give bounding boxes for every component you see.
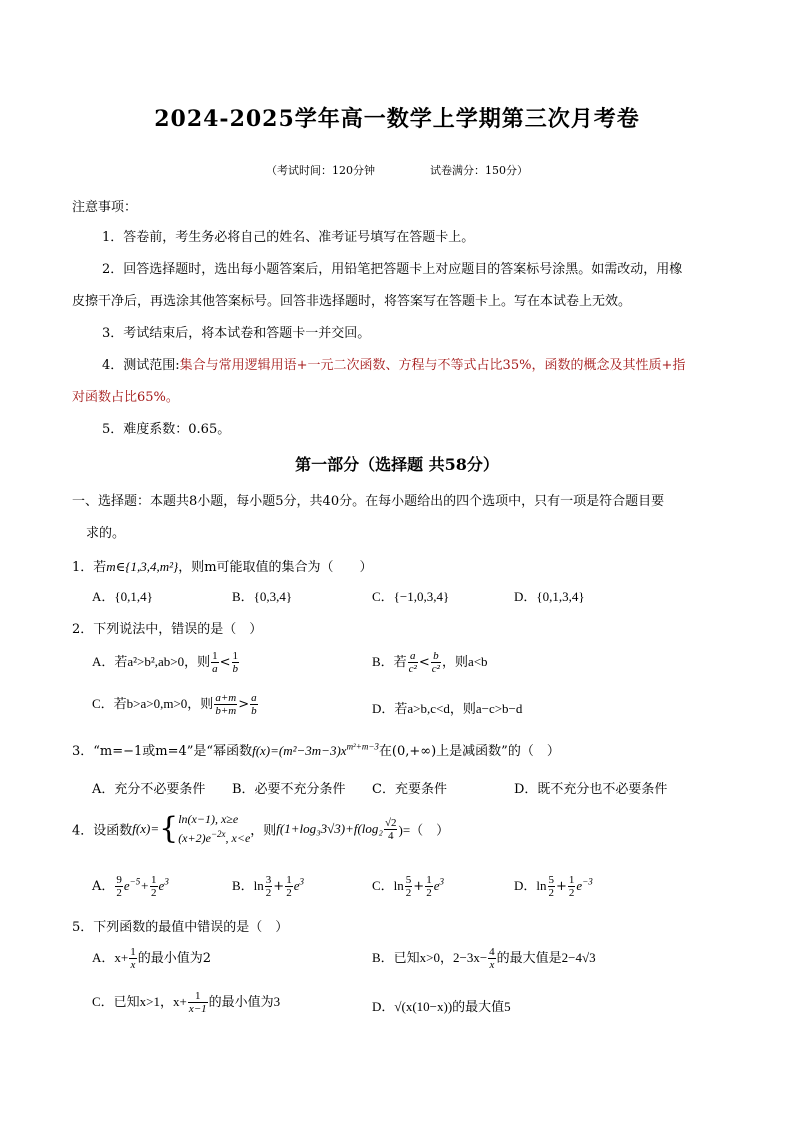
q2-option-a: A．若a²>b²,ab>0，则 $\frac{1}{a}$ < $\frac{1}{b}$ — [92, 650, 239, 675]
q3-option-d: D．既不充分也不必要条件 — [514, 782, 668, 797]
q5-option-a: A．x+ $\frac{1}{x}$ 的最小值为2 — [92, 946, 212, 971]
notice-item-5: 5．难度系数：0.65。 — [102, 422, 231, 437]
q3-option-b: B．必要不充分条件 — [232, 782, 346, 797]
notice-item-4-prefix: 4．测试范围: — [102, 358, 180, 373]
q1-prefix: 1．若 — [72, 560, 107, 575]
exam-time: （考试时间：120分钟 — [266, 164, 375, 177]
q4-option-b: B．ln $\frac{3}{2}$ + $\frac{1}{2}$ $e^3$ — [232, 874, 304, 899]
part1-intro-b: 求的。 — [86, 526, 126, 541]
q1-option-d: D．{0,1,3,4} — [514, 589, 585, 604]
notice-heading: 注意事项： — [72, 200, 138, 215]
q4-stem: 4．设函数f(x)={ ln(x−1), x≥e $(x+2)e^{-2x}$, x<e ，则f(1+log₃3√3)+f(log₂ $\frac{√2}{4}$ )=（ ） — [72, 811, 450, 846]
notice-item-4a — [102, 354, 685, 373]
q1-option-b: B．{0,3,4} — [232, 589, 293, 604]
q4-option-c: C．ln $\frac{5}{2}$ + $\frac{1}{2}$ $e^3$ — [372, 874, 444, 899]
q2-option-d: D．若a>b,c<d，则a−c>b−d — [372, 701, 523, 716]
q1-set-expr: m∈{1,3,4,m²} — [106, 559, 179, 574]
q5-option-d: D．√(x(10−x))的最大值5 — [372, 999, 511, 1014]
q1-option-a: A．{0,1,4} — [92, 589, 153, 604]
notice-item-2a: 2．回答选择题时，选出每小题答案后，用铅笔把答题卡上对应题目的答案标号涂黑。如需改动，用橡 — [102, 262, 683, 277]
part1-title: 第一部分（选择题 共58分） — [295, 455, 499, 474]
notice-item-4b: 对函数占比65%。 — [72, 390, 179, 405]
notice-item-1: 1．答卷前，考生务必将自己的姓名、准考证号填写在答题卡上。 — [102, 230, 475, 245]
page-title: 2024-2025学年高一数学上学期第三次月考卷 — [154, 106, 640, 132]
q3-option-c: C．充要条件 — [372, 782, 447, 797]
notice-item-4-scope: 集合与常用逻辑用语+一元二次函数、方程与不等式占比35%，函数的概念及其性质+指 — [179, 358, 686, 373]
q5-option-c: C．已知x>1，x+ $\frac{1}{x-1}$ 的最小值为3 — [92, 990, 281, 1015]
q1-option-c: C．{−1,0,3,4} — [372, 589, 450, 604]
q4-option-d: D．ln $\frac{5}{2}$ + $\frac{1}{2}$ $e^{-3}$ — [514, 874, 593, 899]
q1-suffix: ，则m可能取值的集合为（ ） — [178, 560, 373, 575]
q3-stem: 3．“m=−1或m=4”是“幂函数$f(x)=(m^2-3m-3)x^{m^2+m-3}$在(0,+∞)上是减函数”的（ ） — [72, 741, 560, 759]
q2-option-c: C．若b>a>0,m>0，则 $\frac{a+m}{b+m}$ > $\frac{a}{b}$ — [92, 692, 257, 717]
q5-option-b: B．已知x>0，2−3x− $\frac{4}{x}$ 的最大值是2−4√3 — [372, 946, 596, 971]
notice-item-3: 3．考试结束后，将本试卷和答题卡一并交回。 — [102, 326, 371, 341]
full-score: 试卷满分：150分） — [430, 164, 528, 177]
q5-stem: 5．下列函数的最值中错误的是（ ） — [72, 920, 289, 935]
q2-option-b: B．若 $\frac{a}{\text{c²}}$ < $\frac{b}{\text{c²}}$ ，则a<b — [372, 650, 488, 675]
q2-stem: 2．下列说法中，错误的是（ ） — [72, 622, 263, 637]
q4-option-a: A． $\frac{9}{2}$ $e^{-5}+$ $\frac{1}{2}$ $e^3$ — [92, 874, 169, 899]
exam-meta — [0, 162, 794, 178]
part1-intro-a: 一、选择题：本题共8小题，每小题5分，共40分。在每小题给出的四个选项中，只有一项是符合题目要 — [72, 494, 665, 509]
notice-item-2b: 皮擦干净后，再选涂其他答案标号。回答非选择题时，将答案写在答题卡上。写在本试卷上无效。 — [72, 294, 632, 309]
q1-stem — [72, 556, 373, 575]
q3-option-a: A．充分不必要条件 — [92, 782, 206, 797]
